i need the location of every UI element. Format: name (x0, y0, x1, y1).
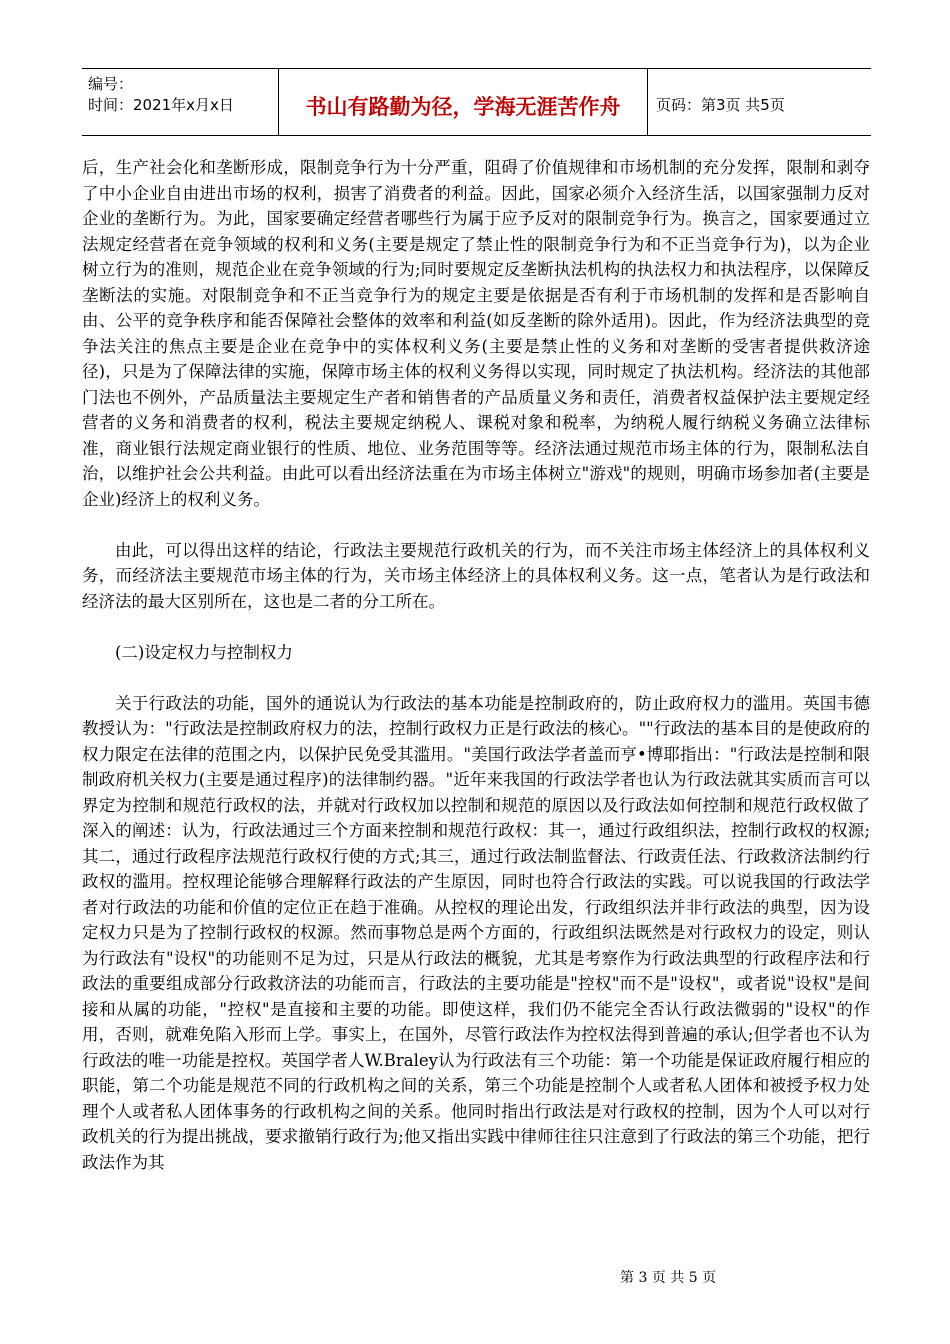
header-motto: 书山有路勤为径，学海无涯苦作舟 (305, 95, 621, 119)
page-header (82, 68, 871, 136)
document-number: 编号： (88, 75, 134, 93)
paragraph-conclusion: 由此，可以得出这样的结论，行政法主要规范行政机关的行为，而不关注市场主体经济上的具体权利义务，而经济法主要规范市场主体的行为，关市场主体经济上的具体权利义务。这一点，笔者认为是行政法和经济法的最大区别所在，这也是二者的分工所在。 (82, 540, 870, 611)
header-left-cell (82, 69, 279, 135)
section-heading: (二)设定权力与控制权力 (115, 642, 293, 662)
paragraph-continued: 后，生产社会化和垄断形成，限制竞争行为十分严重，阻碍了价值规律和市场机制的充分发挥，限制和剥夺了中小企业自由进出市场的权利，损害了消费者的利益。因此，国家必须介入经济生活，以国家强制力反对企业的垄断行为。为此，国家要确定经营者哪些行为属于应予反对的限制竞争行为。换言之，国家要通过立法规定经营者在竞争领域的权利和义务(主要是规定了禁止性的限制竞争行为和不正当竞争行为)，以为企业树立行为的准则，规范企业在竞争领域的行为;同时要规定反垄断执法机构的执法权力和执法程序，以保障反垄断法的实施。对限制竞争和不正当竞争行为的规定主要是依据是否有利于市场机制的发挥和是否影响自由、公平的竞争秩序和能否保障社会整体的效率和利益(如反垄断的除外适用)。因此，作为经济法典型的竞争法关注的焦点主要是企业在竞争中的实体权利义务(主要是禁止性的义务和对垄断的受害者提供救济途径)，只是为了保障法律的实施，保障市场主体的权利义务得以实现，同时规定了执法机构。经济法的其他部门法也不例外，产品质量法主要规定生产者和销售者的产品质量义务和责任，消费者权益保护法主要规定经营者的义务和消费者的权利，税法主要规定纳税人、课税对象和税率，为纳税人履行纳税义务确立法律标准，商业银行法规定商业银行的性质、地位、业务范围等等。经济法通过规范市场主体的行为，限制私法自治，以维护社会公共利益。由此可以看出经济法重在为市场主体树立"游戏"的规则，明确市场参加者(主要是企业)经济上的权利义务。 (82, 158, 870, 509)
document-time: 时间：2021年x月x日 (88, 96, 234, 114)
page-footer: 第 3 页 共 5 页 (620, 1270, 717, 1286)
header-right-cell (648, 69, 871, 135)
header-page-number: 页码：第3页 共5页 (656, 96, 785, 114)
document-body (82, 155, 870, 1201)
paragraph-function: 关于行政法的功能，国外的通说认为行政法的基本功能是控制政府的，防止政府权力的滥用。英国韦德教授认为："行政法是控制政府权力的法，控制行政权力正是行政法的核心。""行政法的基本目的是使政府的权力限定在法律的范围之内，以保护民免受其滥用。"美国行政法学者盖而亨•博耶指出："行政法是控制和限制政府机关权力(主要是通过程序)的法律制约器。"近年来我国的行政法学者也认为行政法就其实质而言可以界定为控制和规范行政权的法，并就对行政权加以控制和规范的原因以及行政法如何控制和规范行政权做了深入的阐述：认为，行政法通过三个方面来控制和规范行政权：其一，通过行政组织法，控制行政权的权源;其二，通过行政程序法规范行政权行使的方式;其三，通过行政法制监督法、行政责任法、行政救济法制约行政权的滥用。控权理论能够合理解释行政法的产生原因，同时也符合行政法的实践。可以说我国的行政法学者对行政法的功能和价值的定位正在趋于准确。从控权的理论出发，行政组织法并非行政法的典型，因为设定权力只是为了控制行政权的权源。然而事物总是两个方面的，行政组织法既然是对行政权力的设定，则认为行政法有"设权"的功能则不足为过，只是从行政法的概貌，尤其是考察作为行政法典型的行政程序法和行政法的重要组成部分行政救济法的功能而言，行政法的主要功能是"控权"而不是"设权"，或者说"设权"是间接和从属的功能，"控权"是直接和主要的功能。即使这样，我们仍不能完全否认行政法微弱的"设权"的作用，否则，就难免陷入形而上学。事实上，在国外，尽管行政法作为控权法得到普遍的承认;但学者也不认为行政法的唯一功能是控权。英国学者人W.Braley认为行政法有三个功能：第一个功能是保证政府履行相应的职能，第二个功能是规范不同的行政机构之间的关系，第三个功能是控制个人或者私人团体和被授予权力处理个人或者私人团体事务的行政机构之间的关系。他同时指出行政法是对行政权的控制，因为个人可以对行政机关的行为提出挑战，要求撤销行政行为;他又指出实践中律师往往只注意到了行政法的第三个功能，把行政法作为其 (82, 693, 870, 1172)
header-center-cell (279, 69, 648, 135)
